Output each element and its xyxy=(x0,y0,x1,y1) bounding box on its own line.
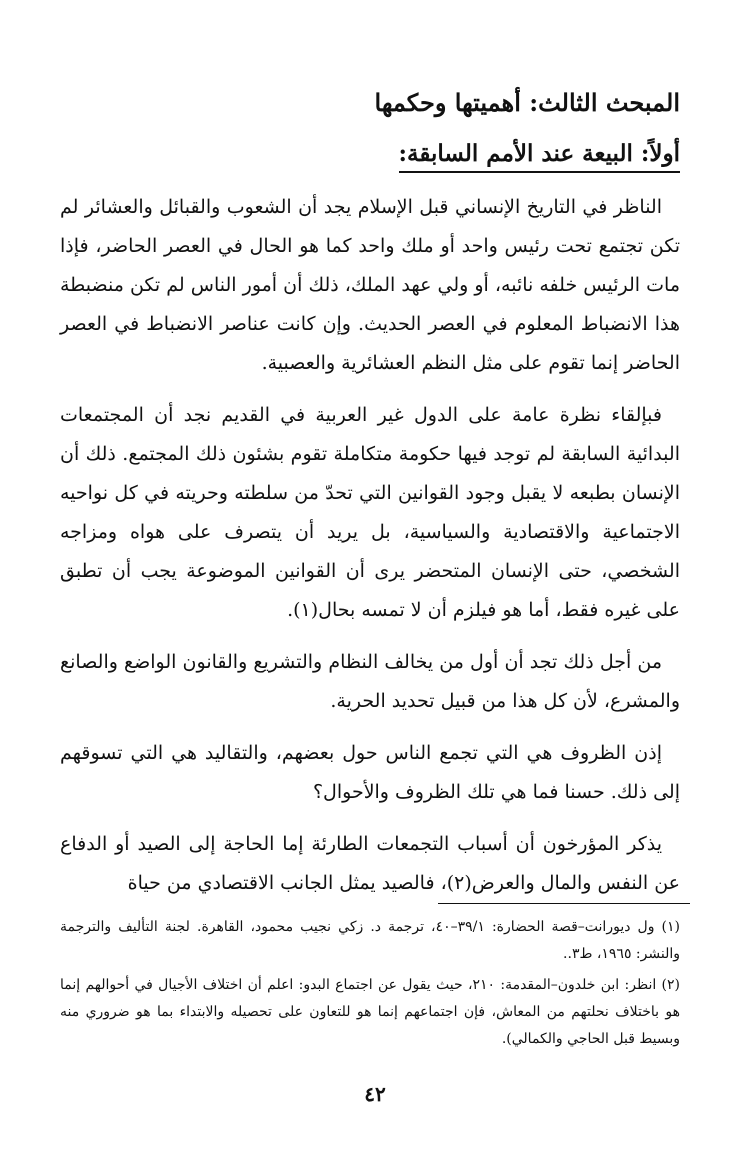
section-title: المبحث الثالث: أهميتها وحكمها xyxy=(374,88,680,117)
footnotes xyxy=(60,914,680,1057)
footnote: (١) ول ديورانت–قصة الحضارة: ٣٩/١–٤٠، ترجمة د. زكي نجيب محمود، القاهرة. لجنة التأليف والترجمة والنشر: ١٩٦٥، ط٣.. xyxy=(60,919,680,962)
subsection-title xyxy=(399,140,681,167)
subsection-underline xyxy=(399,171,681,173)
paragraph: الناظر في التاريخ الإنساني قبل الإسلام يجد أن الشعوب والقبائل والعشائر لم تكن تجتمع تحت رئيس واحد أو ملك واحد كما هو الحال في العصر الحاضر، فإذا مات الرئيس خلفه نائبه، أو ولي عهد الملك، ذلك أن أمور الناس لم تكن منضبطة هذا الانضباط المعلوم في العصر الحديث. وإن كانت عناصر الانضباط في العصر الحاضر إنما تقوم على مثل النظم العشائرية والعصبية. xyxy=(60,196,680,374)
paragraph: إذن الظروف هي التي تجمع الناس حول بعضهم، والتقاليد هي التي تسوقهم إلى ذلك. حسنا فما هي تلك الظروف والأحوال؟ xyxy=(60,742,680,803)
paragraph: فبإلقاء نظرة عامة على الدول غير العربية في القديم نجد أن المجتمعات البدائية السابقة لم توجد فيها حكومة متكاملة تقوم بشئون ذلك المجتمع. ذلك أن الإنسان بطبعه لا يقبل وجود القوانين التي تحدّ من سلطته وحريته في كل نواحيه الاجتماعية والاقتصادية والسياسية، بل يريد أن يتصرف على هواه ومزاجه الشخصي، حتى الإنسان المتحضر يرى أن القوانين الموضوعة يجب أن تطبق على غيره فقط، أما هو فيلزم أن لا تمسه بحال(١). xyxy=(60,404,680,621)
footnote-divider xyxy=(438,903,690,904)
paragraph: يذكر المؤرخون أن أسباب التجمعات الطارئة إما الحاجة إلى الصيد أو الدفاع عن النفس والمال والعرض(٢)، فالصيد يمثل الجانب الاقتصادي من حياة xyxy=(60,833,680,894)
body-text xyxy=(60,188,680,916)
footnote: (٢) انظر: ابن خلدون–المقدمة: ٢١٠، حيث يقول عن اجتماع البدو: اعلم أن اختلاف الأجيال في أحوالهم إنما هو باختلاف نحلتهم من المعاش، فإن اجتماعهم إنما هو للتعاون على تحصيله والابتداء بما هو ضروري منه وبسيط قبل الحاجي والكمالي). xyxy=(60,977,681,1047)
page-number: ٤٢ xyxy=(364,1082,386,1106)
paragraph: من أجل ذلك تجد أن أول من يخالف النظام والتشريع والقانون الواضع والصانع والمشرع، لأن كل هذا من قبيل تحديد الحرية. xyxy=(60,651,680,712)
subsection-title-text: أولاً: البيعة عند الأمم السابقة: xyxy=(398,140,680,167)
